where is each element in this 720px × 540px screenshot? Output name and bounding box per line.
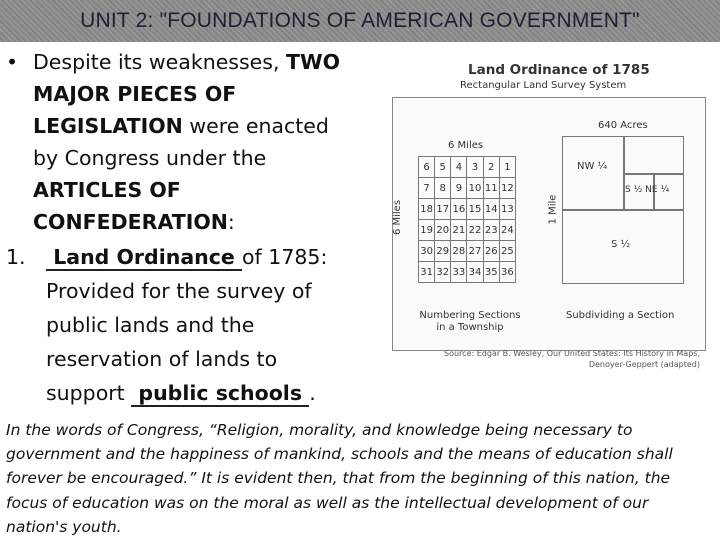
caption-numbering-line1: Numbering Sections: [419, 310, 521, 321]
caption-numbering: [418, 310, 522, 334]
township-section-cell: 9: [451, 178, 467, 199]
bullet-icon: •: [6, 50, 19, 74]
land-survey-figure: [390, 52, 708, 372]
item-line5-pre: support: [46, 381, 132, 405]
township-section-cell: 23: [483, 220, 499, 241]
item-number: 1.: [6, 245, 26, 269]
township-section-cell: 7: [419, 178, 435, 199]
township-row: [419, 199, 516, 220]
township-section-cell: 35: [483, 262, 499, 283]
caption-numbering-line2: in a Township: [436, 322, 504, 333]
township-section-cell: 6: [419, 157, 435, 178]
section-box: [562, 136, 684, 284]
source-line1: Source: Edgar B. Wesley, Our United States: Its History in Maps,: [444, 349, 700, 358]
label-s-half: S ½: [611, 239, 631, 250]
township-section-cell: 19: [419, 220, 435, 241]
bullet-line6: :: [227, 210, 235, 234]
label-640-acres: 640 Acres: [598, 120, 648, 131]
item-line5-post: .: [309, 381, 316, 405]
township-section-cell: 36: [499, 262, 515, 283]
bullet-text: [33, 46, 351, 238]
bullet-line1: Despite its weaknesses,: [33, 50, 286, 74]
township-section-cell: 14: [483, 199, 499, 220]
label-six-miles-top: 6 Miles: [448, 140, 484, 151]
label-nw-quarter: NW ¼: [577, 161, 608, 172]
township-row: [419, 262, 516, 283]
fill-blank-public-schools: public schools: [131, 381, 309, 407]
figure-source: [430, 348, 700, 370]
bullet-point: [6, 46, 351, 238]
township-grid: [418, 156, 516, 283]
item-line1: of 1785:: [242, 245, 328, 269]
caption-subdividing: Subdividing a Section: [566, 310, 675, 321]
item-line2: Provided for the survey of: [46, 279, 312, 303]
bullet-line6-bold: CONFEDERATION: [33, 210, 228, 234]
township-section-cell: 17: [435, 199, 451, 220]
township-section-cell: 29: [435, 241, 451, 262]
township-section-cell: 10: [467, 178, 483, 199]
township-section-cell: 4: [451, 157, 467, 178]
item-line4: reservation of lands to: [46, 347, 278, 371]
township-section-cell: 5: [435, 157, 451, 178]
title-bar: [0, 0, 720, 42]
township-section-cell: 8: [435, 178, 451, 199]
township-section-cell: 26: [483, 241, 499, 262]
township-section-cell: 12: [499, 178, 515, 199]
bullet-line3-bold: LEGISLATION: [33, 114, 183, 138]
label-one-mile: 1 Mile: [547, 194, 559, 225]
township-section-cell: 2: [483, 157, 499, 178]
township-section-cell: 15: [467, 199, 483, 220]
township-section-cell: 30: [419, 241, 435, 262]
township-section-cell: 34: [467, 262, 483, 283]
bullet-line2: MAJOR PIECES OF: [33, 82, 237, 106]
township-section-cell: 13: [499, 199, 515, 220]
item-line3: public lands and the: [46, 313, 255, 337]
quote-paragraph: In the words of Congress, “Religion, morality, and knowledge being necessary to government and the happiness of mankind, schools and the means of education shall forever be encouraged.” It is evident then, that from the beginning of this nation, the focus of education was on the moral as well as the intellectual development of our nation's youth.: [6, 421, 673, 536]
township-section-cell: 25: [499, 241, 515, 262]
township-section-cell: 22: [467, 220, 483, 241]
township-section-cell: 21: [451, 220, 467, 241]
township-row: [419, 241, 516, 262]
item-text: [46, 240, 356, 410]
township-section-cell: 27: [467, 241, 483, 262]
bullet-line3: were enacted: [182, 114, 329, 138]
township-row: [419, 220, 516, 241]
township-row: [419, 157, 516, 178]
township-section-cell: 33: [451, 262, 467, 283]
label-six-miles-side: 6 Miles: [392, 199, 404, 236]
township-section-cell: 3: [467, 157, 483, 178]
page-title: UNIT 2: "FOUNDATIONS OF AMERICAN GOVERNMENT": [80, 9, 640, 32]
township-section-cell: 32: [435, 262, 451, 283]
township-section-cell: 28: [451, 241, 467, 262]
township-section-cell: 31: [419, 262, 435, 283]
bullet-line5: ARTICLES OF: [33, 178, 181, 202]
label-s-half-ne: S ½ NE ¼: [625, 185, 670, 195]
section-divider-h: [563, 209, 683, 211]
township-row: [419, 178, 516, 199]
township-section-cell: 18: [419, 199, 435, 220]
township-section-cell: 16: [451, 199, 467, 220]
bullet-line4: by Congress under the: [33, 146, 267, 170]
figure-title: Land Ordinance of 1785: [468, 62, 650, 78]
numbered-item-1: [6, 240, 356, 410]
fill-blank-land-ordinance: Land Ordinance: [46, 245, 242, 271]
township-section-cell: 1: [499, 157, 515, 178]
township-section-cell: 11: [483, 178, 499, 199]
bullet-line1-bold: TWO: [286, 50, 341, 74]
figure-subtitle: Rectangular Land Survey System: [460, 80, 627, 91]
township-section-cell: 20: [435, 220, 451, 241]
township-section-cell: 24: [499, 220, 515, 241]
source-line2: Denoyer-Geppert (adapted): [588, 360, 700, 369]
